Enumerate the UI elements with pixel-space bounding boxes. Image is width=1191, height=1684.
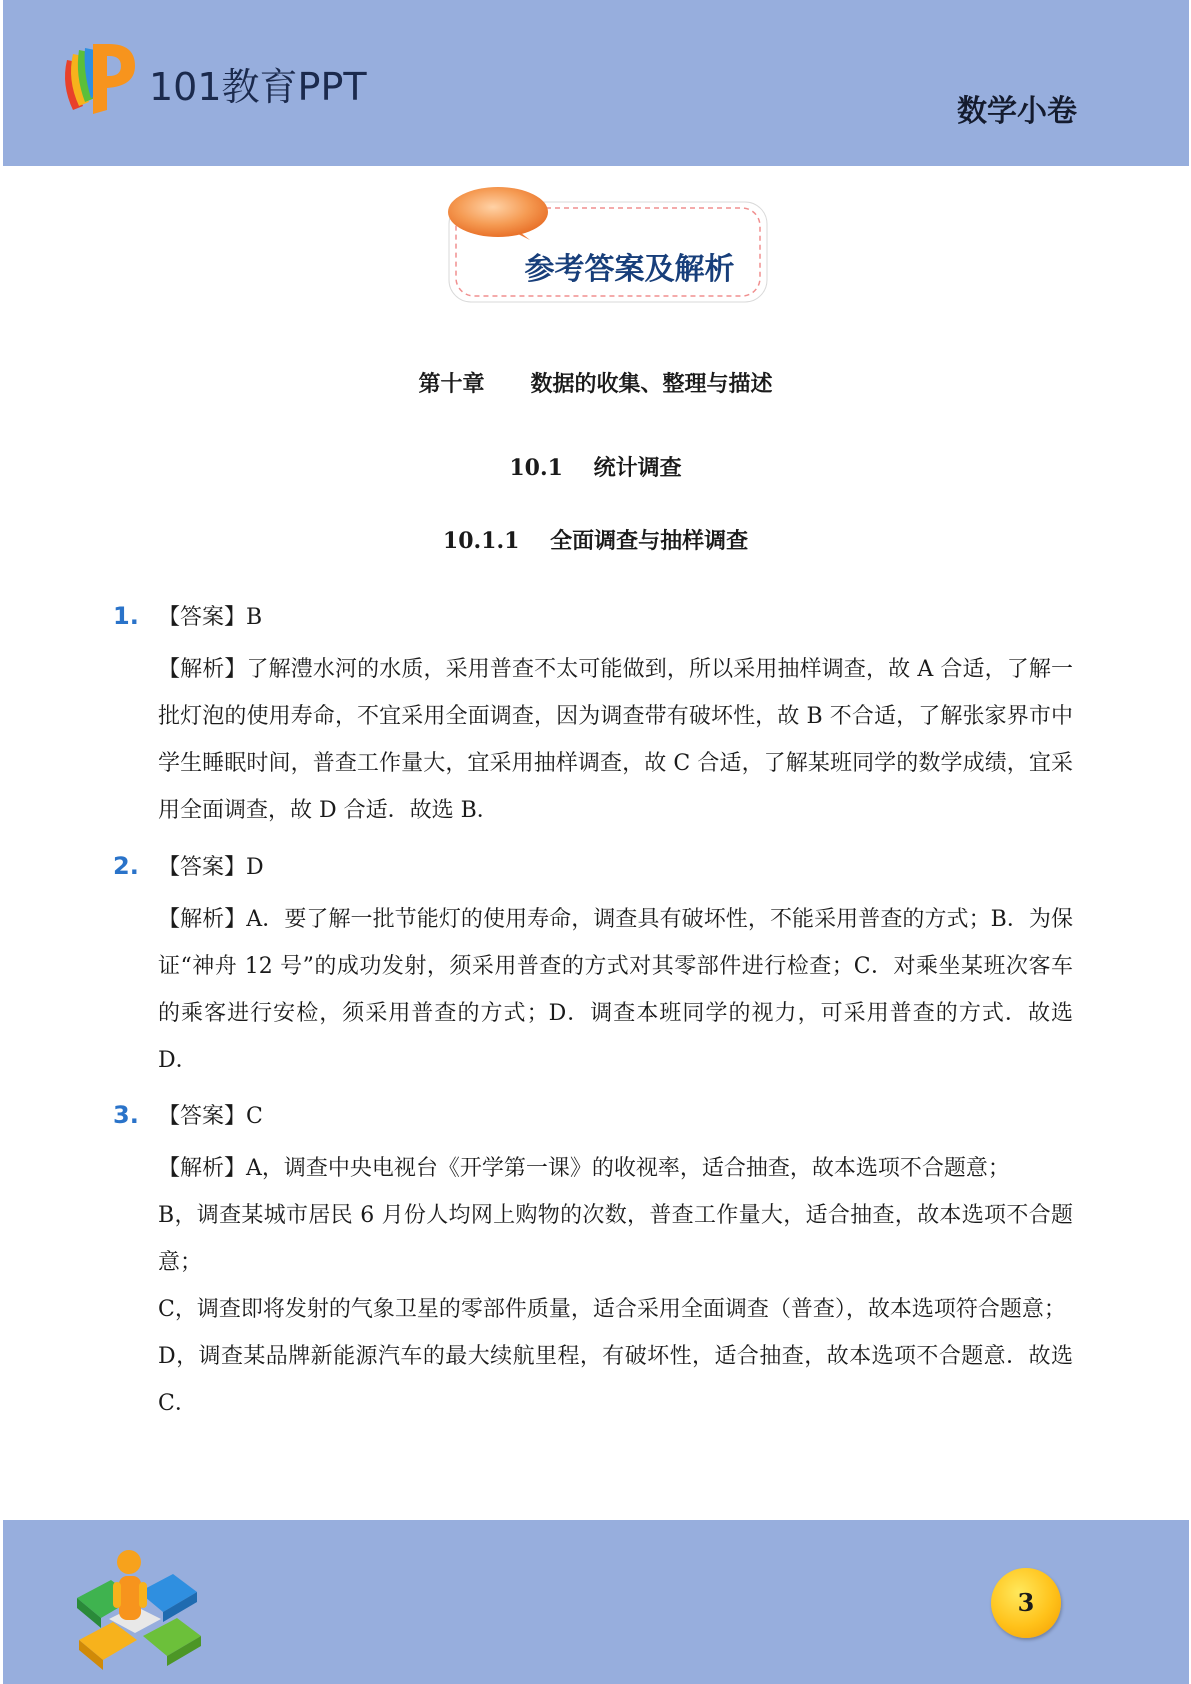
title-callout bbox=[446, 186, 776, 314]
page-header bbox=[3, 0, 1189, 166]
page-title-text: 参考答案及解析 bbox=[524, 252, 735, 287]
answer-label: 【答案】C bbox=[158, 1104, 263, 1129]
section-heading: 10.1 统计调查 bbox=[509, 455, 682, 481]
explanation-text: C，调查即将发射的气象卫星的零部件质量，适合采用全面调查（普查），故本选项符合题意； bbox=[158, 1297, 1066, 1322]
explanation-text: B，调查某城市居民 6 月份人均网上购物的次数，普查工作量大，适合抽查，故本选项不合题意； bbox=[158, 1203, 1073, 1275]
question-number: 1. bbox=[113, 602, 139, 630]
answer-label: 【答案】D bbox=[158, 855, 264, 880]
explanation-text: D，调查某品牌新能源汽车的最大续航里程，有破坏性，适合抽查，故本选项不合题意．故选 C． bbox=[158, 1344, 1073, 1416]
subsection-heading: 10.1.1 全面调查与抽样调查 bbox=[442, 528, 749, 554]
answer-item-1 bbox=[113, 600, 1073, 834]
page-number: 3 bbox=[991, 1568, 1061, 1638]
explanation-text: 【解析】A，调查中央电视台《开学第一课》的收视率，适合抽查，故本选项不合题意； bbox=[158, 1156, 1010, 1181]
learning-figure-icon bbox=[69, 1540, 217, 1675]
brand-name: 101教育PPT bbox=[149, 65, 367, 109]
answer-label: 【答案】B bbox=[158, 605, 263, 630]
brand-logo-icon bbox=[59, 40, 139, 118]
explanation-text: 【解析】A．要了解一批节能灯的使用寿命，调查具有破坏性，不能采用普查的方式；B．为保证“神舟 12 号”的成功发射，须采用普查的方式对其零部件进行检查；C．对乘坐某班次客车的乘客进行安检，须采用普查的方式；D．调查本班同学的视力，可采用普查的方式．故选 D． bbox=[158, 907, 1073, 1073]
question-number: 2. bbox=[113, 852, 139, 880]
explanation-text: 【解析】了解澧水河的水质，采用普查不太可能做到，所以采用抽样调查，故 A 合适，了解一批灯泡的使用寿命，不宜采用全面调查，因为调查带有破坏性，故 B 不合适，了解张家界市中学生睡眠时间，普查工作量大，宜采用抽样调查，故 C 合适，了解某班同学的数学成绩，宜采用全面调查，故 D 合适．故选 B． bbox=[158, 657, 1073, 823]
subject-label: 数学小卷 bbox=[957, 94, 1077, 129]
chapter-heading: 第十章 数据的收集、整理与描述 bbox=[418, 371, 773, 397]
page-footer bbox=[3, 1520, 1189, 1684]
answer-item-2 bbox=[113, 850, 1073, 1084]
question-number: 3. bbox=[113, 1101, 139, 1129]
answer-item-3 bbox=[113, 1099, 1073, 1427]
